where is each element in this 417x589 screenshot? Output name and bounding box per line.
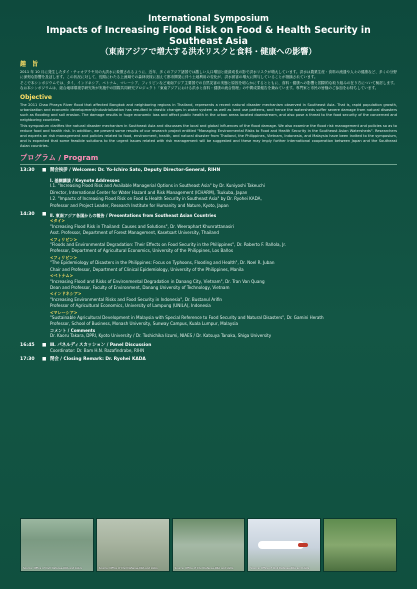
program-item: "Increasing Environmental Risks and Food Security in Indonesia", Dr. Bustanul Arifin — [50, 296, 223, 302]
program-lead: 閉会 / Closing Remark: Dr. Ryohei KADA — [50, 357, 146, 363]
presentation-block — [50, 255, 397, 272]
bullet-icon: ■ — [42, 212, 47, 218]
intro-paragraph-2: そこで本シンポジウムでは、タイ、インドネシア、ベトナム、マレーシア、フィリピンなど東南アジア主要国での自然災害の実態と原因を明らかにするとともに、食料・健康への影響と国際的な取り組みの在り方について検討します。なお本シンポジウムは、総合地球環境学研究所が実施中の国際共同研究プロジェクト「東南アジアにおける洪水と食料・健康の統合管理」の中間成果報告を兼ねています。専門家と市民の皆様のご参加をお待ちしています。 — [20, 81, 397, 90]
program-item: Ⅰ.2. "Impacts of Increasing Flood Risk on Food & Health Security in Southeast Asia" by Dr. Ryohei KADA, — [50, 196, 262, 202]
program-item: Coordinator: Dr. Bam H.N. Razafindrabe, RIHN — [50, 347, 145, 353]
intro-section — [20, 61, 397, 91]
program-content — [50, 177, 397, 209]
page-title: Impacts of Increasing Flood Risk on Food & Health Security in Southeast Asia — [46, 25, 371, 47]
program-heading: プログラム / Program — [20, 153, 397, 165]
program-item: "Sustainable Agricultural Development in Malaysia with Special Reference to Food Security and Natural Disasters", Dr. Gamini Herath — [50, 314, 324, 320]
photo-credit: Source: Office of Civil Defense-RRA and LGUs — [98, 567, 158, 570]
program-item: Ⅰ.1. "Increasing Flood Risk and Available Managerial Options in Southeast Asia" by Dr. Kuniyoshi Takeuchi — [50, 183, 265, 189]
eyebrow: International Symposium — [148, 14, 269, 24]
presentation-block — [50, 218, 397, 235]
comments-block — [50, 328, 397, 339]
program-content — [50, 212, 397, 340]
program-item: "The Epidemiology of Disasters in the Philippines: Focus on Typhoons, Flooding and Health", Dr. Noel R. Juban — [50, 260, 275, 266]
program-time: 16:45 — [20, 342, 35, 348]
presentation-block — [50, 237, 397, 254]
program-time: 17:30 — [20, 357, 35, 363]
country-label: <タイ> — [50, 218, 65, 224]
objective-paragraph-1: The 2011 Chao Phraya River flood that affected Bangkok and neighboring regions in Thailand, represents a recent natural disaster mechanism observed in Southeast Asia. That is, rapid population growth, urbanization and economic development/industrialization has resulted in drastic changes in water system as well as land use patterns, and hence the watersheds suffer severe damage from natural disasters such as flooding and soil erosion. The damage results in huge economic loss and affect public health in the urban areas located downstream, and also pose a threat to the food security of the concerned and neighboring countries. — [20, 103, 397, 122]
program-item: Director, International Center for Water Hazard and Risk Management (ICHARM), Tsukuba, Japan — [50, 189, 248, 195]
landscape-photo — [323, 518, 397, 572]
intro-heading: 趣 旨 — [20, 61, 39, 68]
program-item: "Floods and Environmental Degradation: Their Effects on Food Security in the Philippines", Dr. Roberto F. Rañola, Jr. — [50, 242, 286, 248]
photo-credit: Source: Office of Civil Defense-RRA and LGUs — [174, 567, 234, 570]
program-time: 13:30 — [20, 168, 35, 173]
program-row-closing — [20, 357, 397, 363]
flood-photo — [96, 518, 170, 572]
program-row-presentations — [20, 212, 397, 340]
presentation-block — [50, 310, 397, 327]
presentation-block — [50, 291, 397, 308]
program-item: "Increasing Flood Risk in Thailand: Causes and Solutions", Dr. Weeraphart Khunrattanasiri — [50, 223, 235, 229]
program-row-keynote — [20, 177, 397, 209]
presentation-block — [50, 273, 397, 290]
intro-paragraph-1: 2011 年 10 月に発生したタイ・チャオプラヤ川の大洪水に象徴されるように、近年、多くのアジア諸国では激しい人口増加と経済成長の影で洪水リスクが増大しています。洪水は農業生産・食料の流通や人々の健康など、多くの分野に深刻な影響を及ぼします。この状況に対して、長期にわたる上流域での森林伐採に加えて都市開発に伴う土地利用の変化が、洪水被害の増大に関与していることが指摘されています。 — [20, 70, 397, 79]
program-item: Dean and Professor, Faculty of Environment, Danang University of Technology, Vietnam — [50, 284, 230, 290]
program-item: "Increasing Flood and Risks of Environmental Degradation in Danang City, Vietnam", Dr. Tran Van Quang — [50, 278, 265, 284]
program-row-welcome — [20, 168, 397, 174]
bullet-icon: ■ — [42, 168, 47, 173]
program-item: Professor of Agricultural Economics, University of Lampung (UNILA), Indonesia — [50, 303, 211, 309]
program-lead: Ⅲ. パネルディスカッション / Panel Discussion — [50, 342, 152, 348]
program-row-panel — [20, 343, 397, 355]
comments-label: コメント / Comments — [50, 327, 96, 333]
country-label: <ベトナム> — [50, 273, 74, 279]
program-item: Professor and Project Leader, Research Institute for Humanity and Nature, Kyoto, Japan — [50, 202, 229, 208]
header — [20, 14, 397, 57]
program-subhead: Ⅰ. 基調講演 / Keynote Addresses — [50, 178, 120, 183]
airplane-graphic — [258, 541, 304, 549]
bullet-icon: ■ — [42, 357, 47, 363]
flood-photo — [20, 518, 94, 572]
photo-credit: Source: Office of Civil Defense-RRA and LGUs — [23, 567, 82, 570]
photo-credit: Source: Office of Civil Defense-RRA and LGUs — [250, 567, 310, 570]
program-item: Dr. Kaoru Takara, DPRI, Kyoto University / Dr. Toshichika Iizumi, NIAES / Dr. Katsuya Tanaka, Shiga University — [50, 333, 272, 339]
program-item: Asst. Professor, Department of Forest Management, Kasetsart University, Thailand — [50, 230, 219, 236]
program-content — [50, 357, 397, 362]
country-label: <フィリピン> — [50, 236, 78, 242]
program-time: 14:30 — [20, 212, 35, 218]
program-item: Professor, School of Business, Monash University, Sunway Campus, Kuala Lumpur, Malaysia — [50, 321, 239, 327]
flood-photo — [172, 518, 246, 572]
program-list — [20, 168, 397, 363]
country-label: <インドネシア> — [50, 291, 82, 297]
bullet-icon: ■ — [42, 342, 47, 348]
page-subtitle: （東南アジアで増大する洪水リスクと食料・健康への影響） — [100, 47, 317, 56]
program-subhead: Ⅱ. 東南アジア各国からの報告 / Presentations from Southeast Asian Countries — [50, 213, 217, 219]
objective-heading: Objective — [20, 94, 52, 101]
program-item: Chair and Professor, Department of Clinical Epidemiology, University of the Philippines, Manila — [50, 266, 244, 272]
country-label: <マレーシア> — [50, 309, 78, 315]
objective-paragraph-2: This symposium clarifies the natural disaster mechanism in Southeast Asia and discusses the local and global influences of the flood damage. We also examine the flood risk management and policies so as to reduce food and health risk. In addition, we present some results of our research project entitled "Managing Environmental Risks to Food and Health Security in the Southeast Asian Watersheds". Researchers and experts on risk management and policies related to food, environment, health, and natural disaster from Thailand, the Philippines, Vietnam, Indonesia, and Malaysia have been invited to the symposium, and is expected that some feasible solutions to the urgent issues related with risk management will be suggested and these may imply further international cooperation between Japan and the Southeast Asian countries. — [20, 124, 397, 148]
program-lead: 開会挨拶 / Welcome: Dr. Yo-Ichiro Sato, Deputy Director-General, RIHN — [50, 168, 221, 173]
flooded-airport-photo — [247, 518, 321, 572]
photo-strip — [20, 518, 397, 572]
objective-section — [20, 94, 397, 149]
country-label: <フィリピン> — [50, 254, 78, 260]
program-content — [50, 343, 397, 355]
program-item: Professor, Department of Agricultural Economics, University of the Philippines, Los Baños — [50, 248, 233, 254]
program-content — [50, 168, 397, 173]
